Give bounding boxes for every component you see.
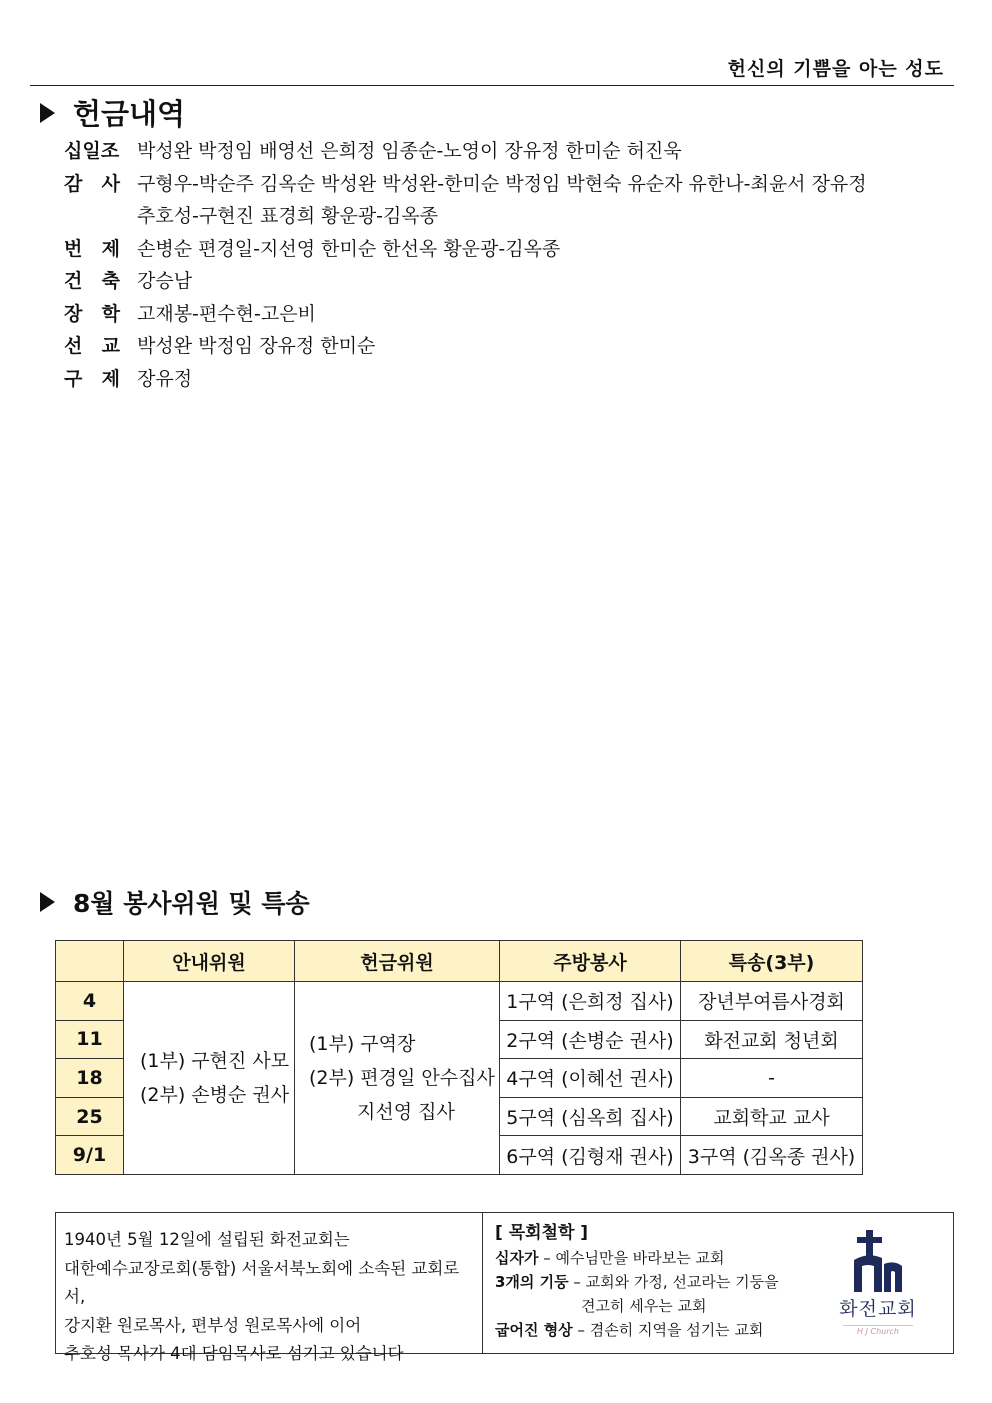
offering-row bbox=[64, 298, 944, 331]
offering-row bbox=[64, 135, 944, 168]
column-header: 특송(3부) bbox=[681, 941, 863, 982]
offering-names: 구형우-박순주 김옥순 박성완 박성완-한미순 박정임 박현숙 유순자 유한나-최윤서 장유정 bbox=[137, 172, 867, 195]
kitchen-cell: 5구역 (심옥희 집사) bbox=[500, 1097, 681, 1136]
kitchen-cell: 4구역 (이혜선 권사) bbox=[500, 1059, 681, 1098]
date-cell: 11 bbox=[56, 1020, 124, 1059]
offering-names: 손병순 편경일-지선영 한미순 한선옥 황운광-김옥종 bbox=[137, 237, 561, 260]
table-row bbox=[56, 982, 863, 1021]
column-header: 안내위원 bbox=[124, 941, 295, 982]
offering-category: 십일조 bbox=[64, 140, 120, 162]
usher-line: (1부) 구현진 사모 bbox=[140, 1049, 290, 1072]
offering-list bbox=[64, 135, 944, 395]
offering-category: 구 제 bbox=[64, 367, 120, 390]
offering-category: 장 학 bbox=[64, 302, 120, 325]
kitchen-cell: 1구역 (은희정 집사) bbox=[500, 982, 681, 1021]
church-info-box bbox=[55, 1212, 954, 1363]
offering-names: 추호성-구현진 표경희 황운광-김옥종 bbox=[137, 205, 439, 227]
offering-names: 고재봉-편수현-고은비 bbox=[137, 302, 316, 325]
triangle-bullet-icon bbox=[40, 892, 55, 912]
offering-category bbox=[64, 200, 137, 233]
church-history bbox=[56, 1213, 483, 1363]
service-table bbox=[55, 940, 863, 1175]
history-line: 1940년 5월 12일에 설립된 화전교회는 bbox=[64, 1230, 350, 1249]
date-cell: 18 bbox=[56, 1059, 124, 1098]
usher-cell bbox=[124, 982, 295, 1175]
pastoral-philosophy bbox=[483, 1213, 803, 1353]
offering-committee-line: (2부) 편경일 안수집사 bbox=[309, 1066, 495, 1089]
offering-row bbox=[64, 363, 944, 396]
philosophy-item bbox=[495, 1318, 791, 1342]
offering-names: 강승남 bbox=[137, 270, 193, 292]
offering-row bbox=[64, 265, 944, 298]
offering-category: 건 축 bbox=[64, 270, 120, 292]
philosophy-key: 굽어진 형상 bbox=[495, 1321, 573, 1339]
offering-committee-line: 지선영 집사 bbox=[357, 1100, 455, 1123]
special-song-cell: 장년부여름사경회 bbox=[681, 982, 863, 1021]
special-song-cell: 3구역 (김옥종 권사) bbox=[681, 1136, 863, 1175]
triangle-bullet-icon bbox=[40, 103, 55, 123]
philosophy-text: 견고히 세우는 교회 bbox=[581, 1297, 707, 1315]
column-header bbox=[56, 941, 124, 982]
service-heading-text: 8월 봉사위원 및 특송 bbox=[73, 889, 310, 918]
offering-committee-cell bbox=[295, 982, 500, 1175]
offering-row bbox=[64, 168, 944, 201]
offering-committee-line: (1부) 구역장 bbox=[309, 1032, 416, 1055]
philosophy-item bbox=[495, 1246, 791, 1270]
offering-section-heading bbox=[40, 92, 185, 133]
special-song-cell: - bbox=[681, 1059, 863, 1098]
service-section-heading bbox=[40, 884, 310, 920]
church-logo-subtitle: H J Church bbox=[843, 1325, 913, 1336]
table-header-row bbox=[56, 941, 863, 982]
offering-category: 감 사 bbox=[64, 172, 120, 195]
special-song-cell: 화전교회 청년회 bbox=[681, 1020, 863, 1059]
philosophy-key: 3개의 기둥 bbox=[495, 1273, 569, 1291]
history-line: 강지환 원로목사, 편부성 원로목사에 이어 bbox=[64, 1315, 362, 1335]
philosophy-text: – 교회와 가정, 선교라는 기둥을 bbox=[568, 1273, 779, 1291]
offering-category: 선 교 bbox=[64, 335, 120, 357]
date-cell: 4 bbox=[56, 982, 124, 1021]
offering-row bbox=[64, 200, 944, 233]
offering-category: 번 제 bbox=[64, 237, 120, 260]
philosophy-item bbox=[495, 1294, 791, 1318]
church-cross-logo-icon bbox=[852, 1230, 904, 1292]
special-song-cell: 교회학교 교사 bbox=[681, 1097, 863, 1136]
offering-row bbox=[64, 233, 944, 266]
offering-names: 박성완 박정임 장유정 한미순 bbox=[137, 335, 376, 357]
usher-line: (2부) 손병순 권사 bbox=[140, 1083, 290, 1106]
philosophy-text: – 예수님만을 바라보는 교회 bbox=[538, 1249, 725, 1267]
kitchen-cell: 2구역 (손병순 권사) bbox=[500, 1020, 681, 1059]
church-logo-name: 화전교회 bbox=[839, 1298, 917, 1320]
church-logo bbox=[803, 1213, 953, 1353]
offering-names: 장유정 bbox=[137, 367, 193, 390]
philosophy-text: – 겸손히 지역을 섬기는 교회 bbox=[572, 1321, 764, 1339]
offering-names: 박성완 박정임 배영선 은희정 임종순-노영이 장유정 한미순 허진욱 bbox=[137, 140, 682, 162]
date-cell: 9/1 bbox=[56, 1136, 124, 1175]
page-header-title: 헌신의 기쁨을 아는 성도 bbox=[727, 58, 944, 80]
kitchen-cell: 6구역 (김형재 권사) bbox=[500, 1136, 681, 1175]
column-header: 헌금위원 bbox=[295, 941, 500, 982]
date-cell: 25 bbox=[56, 1097, 124, 1136]
offering-heading-text: 헌금내역 bbox=[73, 97, 186, 131]
history-line: 추호성 목사가 4대 담임목사로 섬기고 있습니다 bbox=[64, 1344, 404, 1363]
history-line: 대한예수교장로회(통합) 서울서북노회에 소속된 교회로서, bbox=[64, 1258, 460, 1306]
header-divider bbox=[30, 85, 954, 86]
philosophy-item bbox=[495, 1270, 791, 1294]
offering-row bbox=[64, 330, 944, 363]
column-header: 주방봉사 bbox=[500, 941, 681, 982]
philosophy-title: [ 목회철학 ] bbox=[495, 1223, 589, 1243]
philosophy-key: 십자가 bbox=[495, 1249, 539, 1267]
